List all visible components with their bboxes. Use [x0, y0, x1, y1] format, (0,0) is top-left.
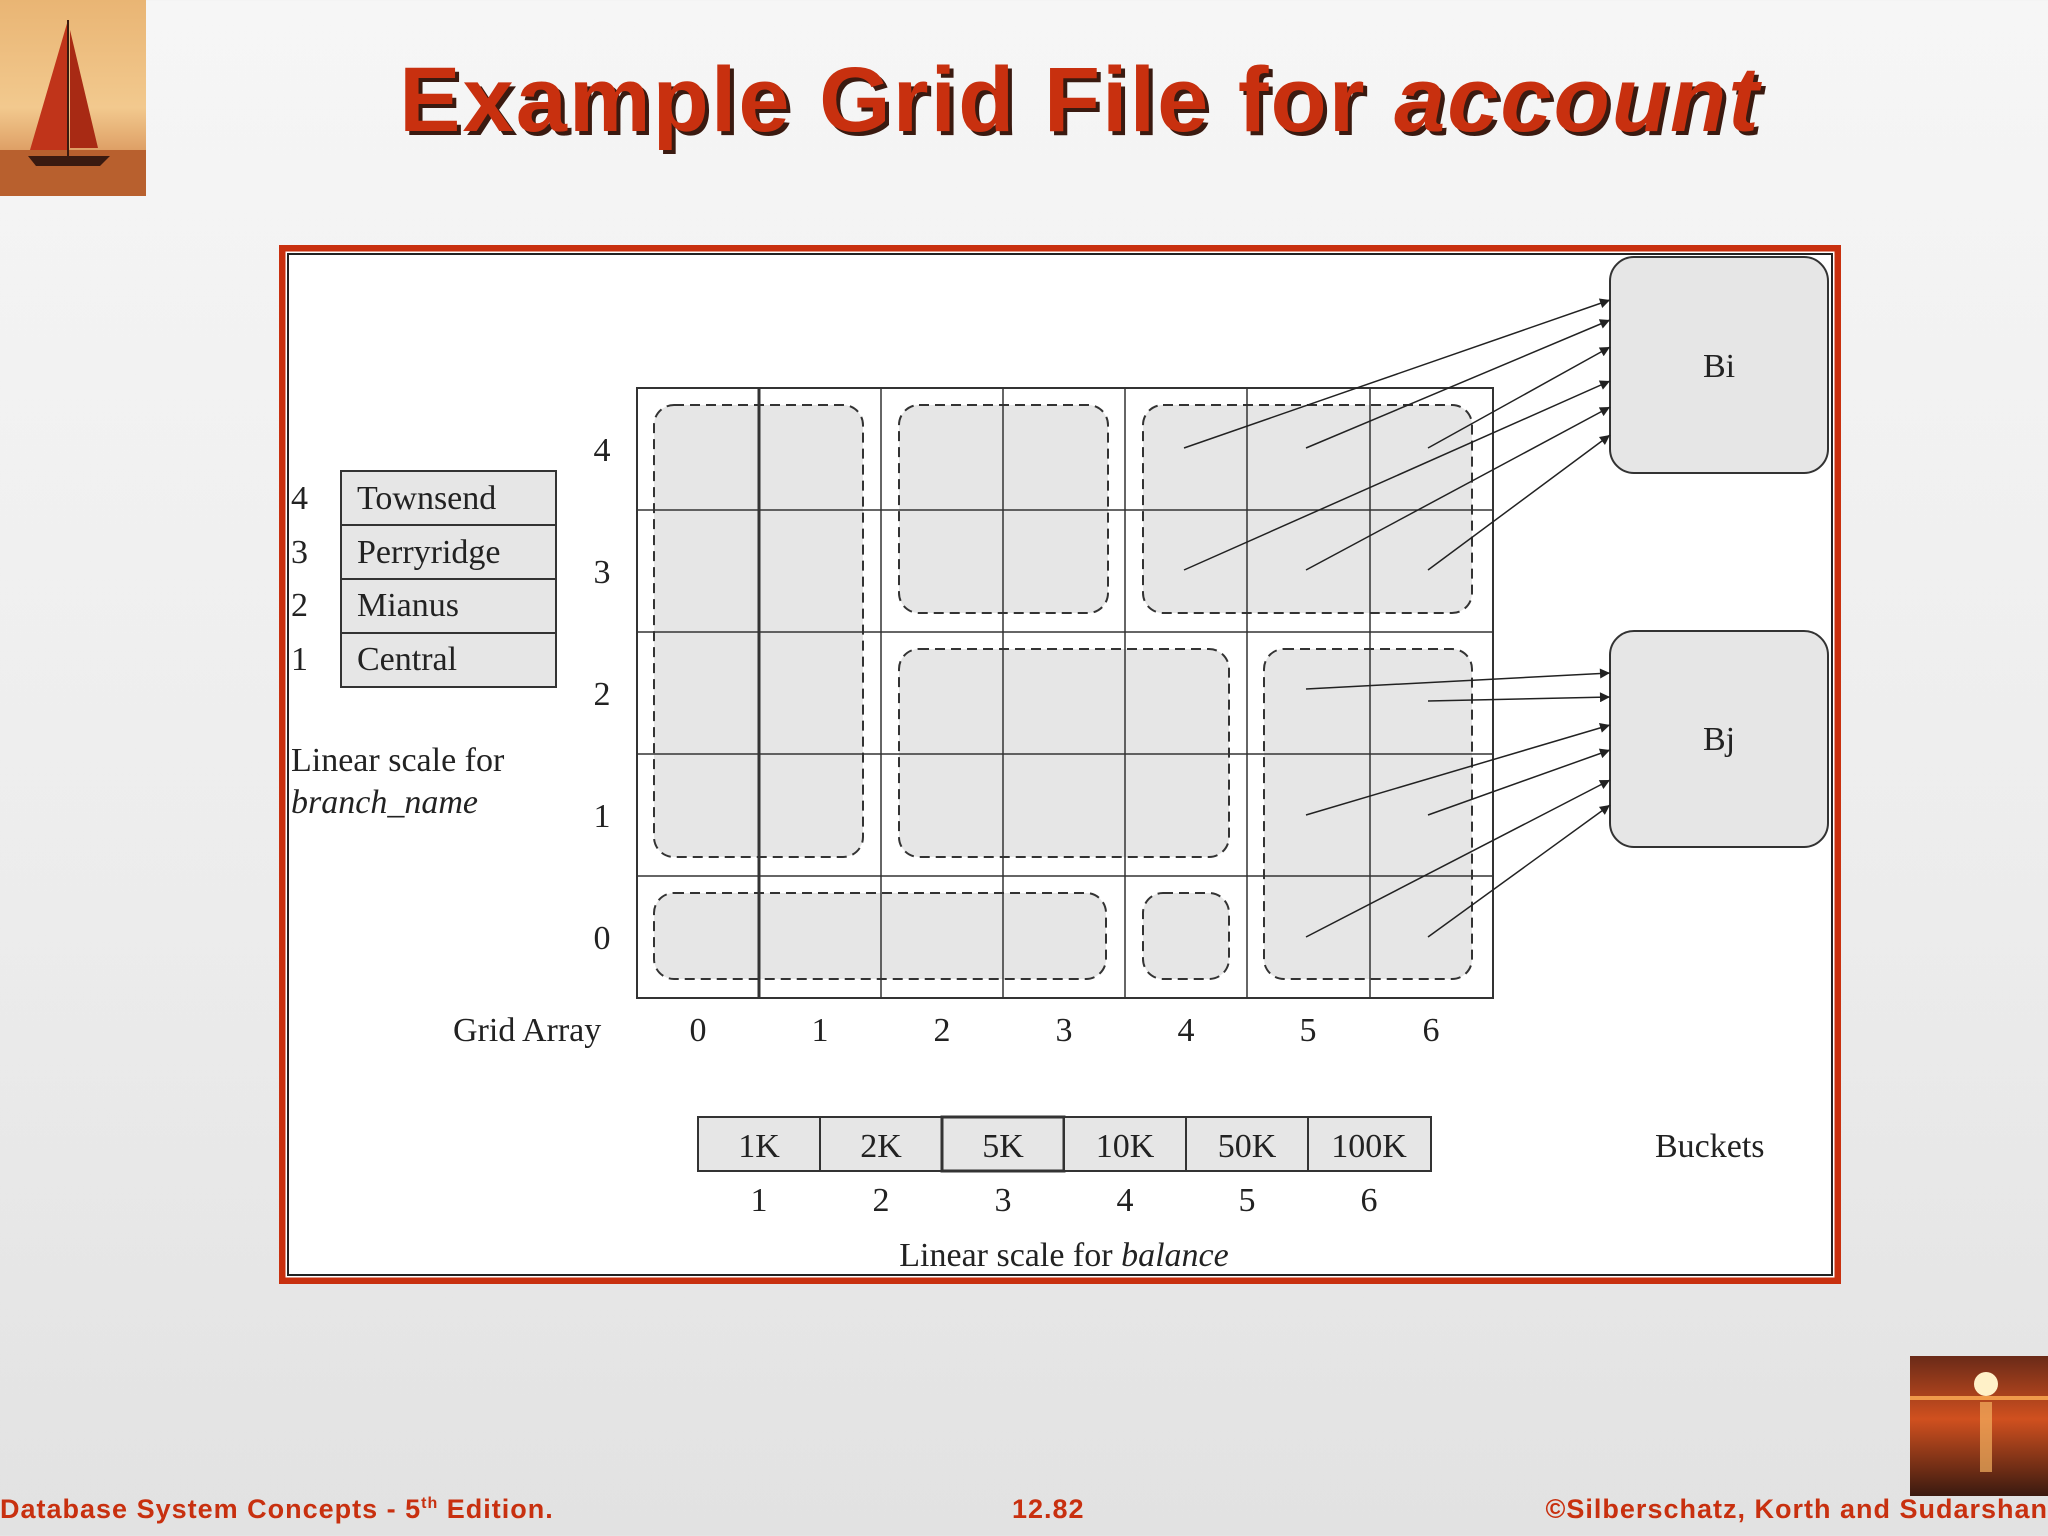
footer-edition-sup: th	[421, 1495, 439, 1512]
balance-caption-prefix: Linear scale for	[899, 1237, 1113, 1274]
branch-name: Perryridge	[357, 534, 501, 571]
grid-col-label: 5	[1299, 1012, 1317, 1049]
branch-index: 1	[291, 641, 308, 678]
grid-col-label: 2	[933, 1012, 951, 1049]
branch-name: Mianus	[357, 587, 459, 624]
balance-index: 4	[1116, 1182, 1134, 1219]
balance-value: 10K	[1095, 1128, 1155, 1165]
grid-row-label: 3	[593, 554, 611, 591]
bucket-bj-label: Bj	[1702, 721, 1736, 758]
grid-row-label: 1	[593, 798, 611, 835]
grid-row-label: 4	[593, 432, 611, 469]
grid-row-label: 2	[593, 676, 611, 713]
branch-index: 4	[291, 480, 308, 517]
balance-value: 5K	[982, 1128, 1024, 1165]
grid-col-label: 0	[689, 1012, 707, 1049]
grid-row-label: 0	[593, 920, 611, 957]
footer-edition	[0, 1494, 554, 1525]
footer-edition-prefix: Database System Concepts - 5	[0, 1494, 422, 1524]
bucket-bi-label: Bi	[1702, 348, 1736, 385]
balance-caption	[899, 1237, 1228, 1274]
balance-scale	[698, 1117, 1431, 1171]
page-number: 12.82	[1012, 1494, 1085, 1524]
slide-title	[0, 48, 2048, 153]
balance-index: 6	[1360, 1182, 1378, 1219]
grid-col-label: 3	[1055, 1012, 1073, 1049]
branch-index: 2	[291, 587, 308, 624]
balance-index: 1	[750, 1182, 768, 1219]
footer-edition-suffix: Edition.	[438, 1494, 554, 1524]
footer-copyright: ©Silberschatz, Korth and Sudarshan	[1545, 1494, 2048, 1524]
sunset-logo	[1910, 1356, 2048, 1496]
balance-value: 1K	[738, 1128, 780, 1165]
balance-value: 50K	[1217, 1128, 1277, 1165]
grid-file-figure	[279, 245, 1841, 1284]
balance-index: 3	[994, 1182, 1012, 1219]
branch-caption: Linear scale for	[291, 742, 505, 779]
grid-array-label: Grid Array	[453, 1012, 602, 1049]
balance-index: 5	[1238, 1182, 1256, 1219]
grid-col-label: 6	[1422, 1012, 1440, 1049]
balance-caption-italic: balance	[1121, 1237, 1229, 1274]
balance-value: 100K	[1331, 1128, 1407, 1165]
branch-name: Townsend	[357, 480, 497, 517]
title-main: Example Grid File for	[399, 49, 1367, 151]
branch-index: 3	[291, 534, 308, 571]
branch-name: Central	[357, 641, 458, 678]
grid-col-label: 1	[811, 1012, 829, 1049]
balance-index: 2	[872, 1182, 890, 1219]
title-italic: account	[1394, 49, 1761, 151]
grid-col-label: 4	[1177, 1012, 1195, 1049]
buckets-label: Buckets	[1655, 1128, 1765, 1165]
balance-value: 2K	[860, 1128, 902, 1165]
branch-caption-italic: branch_name	[291, 784, 478, 821]
